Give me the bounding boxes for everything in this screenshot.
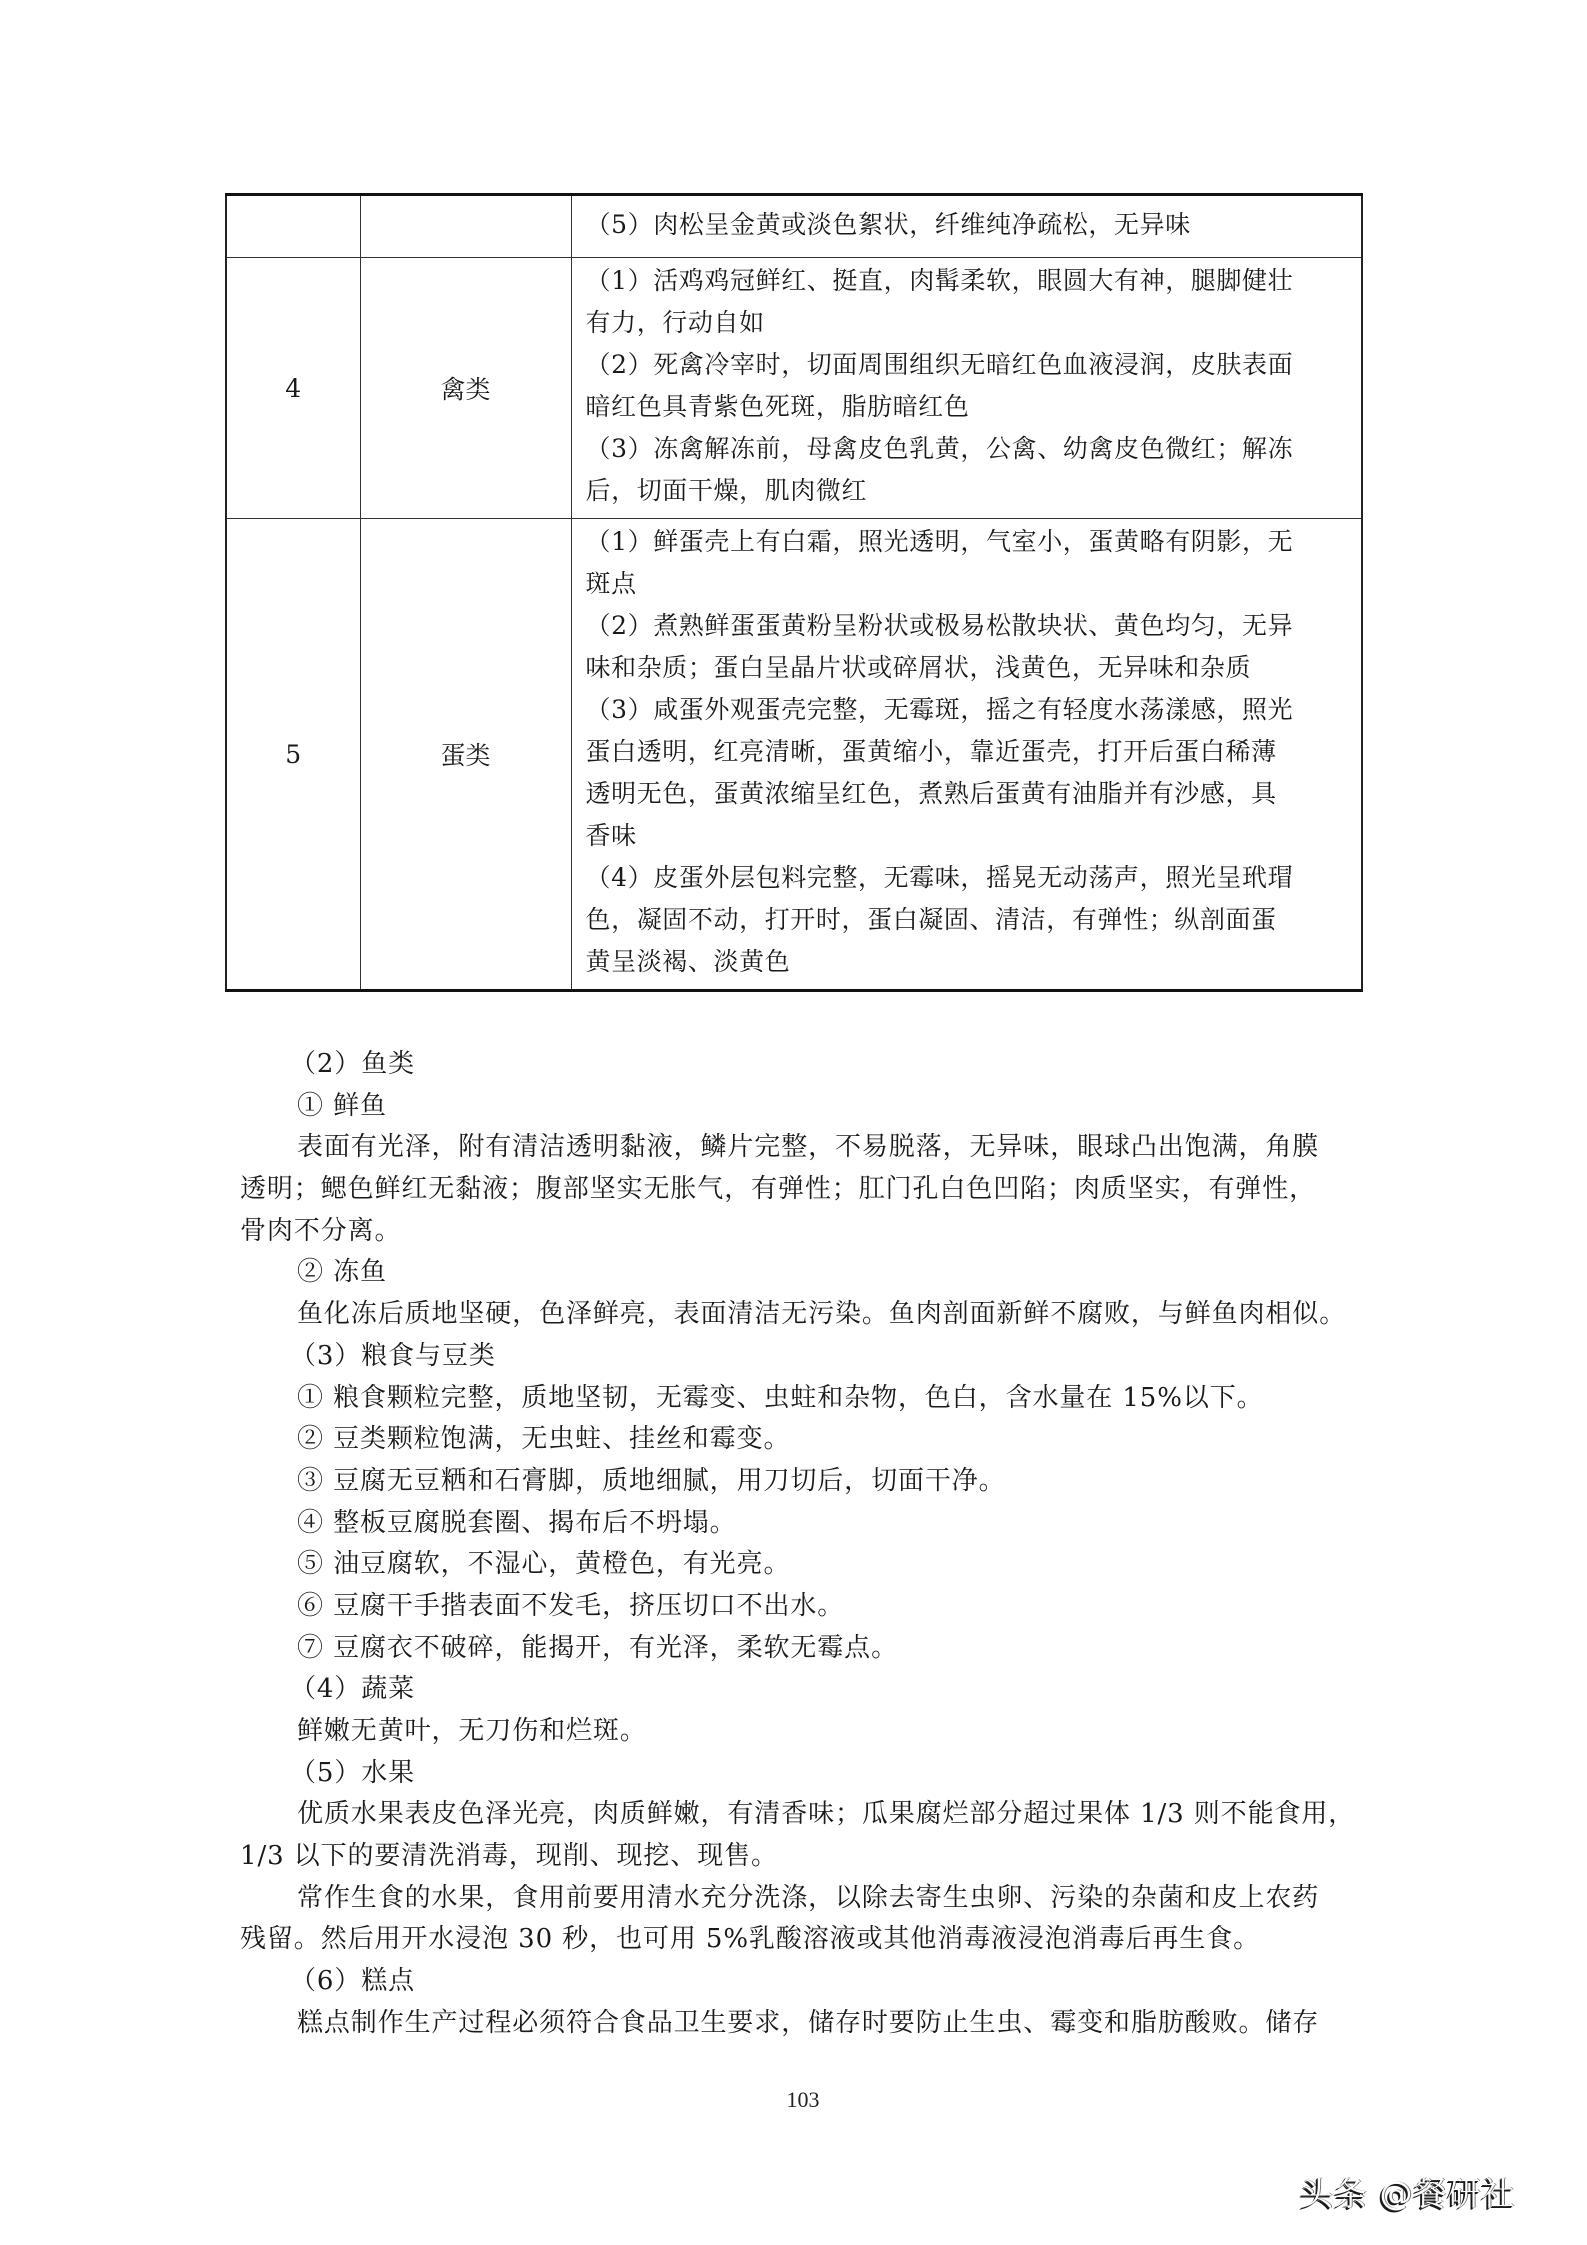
category-cell: 禽类 [360,258,571,519]
paragraph-line: ② 豆类颗粒饱满，无虫蛀、挂丝和霉变。 [297,1424,791,1455]
description-line: 暗红色具青紫色死斑，脂肪暗红色 [585,392,970,421]
description-line: 斑点 [585,569,637,598]
section-heading: （2）鱼类 [290,1049,416,1079]
paragraph-line: ① 粮食颗粒完整，质地坚韧，无霉变、虫蛀和杂物，色白，含水量在 15%以下。 [297,1382,1264,1413]
paragraph-line: ③ 豆腐无豆粞和石膏脚，质地细腻，用刀切后，切面干净。 [297,1465,1006,1496]
table-row [226,195,1362,258]
description-line: （1）活鸡鸡冠鲜红、挺直，肉髯柔软，眼圆大有神，腿脚健壮 [585,266,1294,295]
section-heading: （4）蔬菜 [290,1674,416,1705]
paragraph-line: 1/3 以下的要清洗消毒，现削、现挖、现售。 [240,1841,778,1872]
row-number-cell: 5 [226,519,360,991]
description-line: （2）煮熟鲜蛋蛋黄粉呈粉状或极易松散块状、黄色均匀，无异 [585,611,1294,640]
section-heading: （6）糕点 [290,1966,416,1997]
paragraph-line: ④ 整板豆腐脱套圈、揭布后不坍塌。 [297,1507,737,1538]
table-row [226,258,1362,519]
paragraph-line: 优质水果表皮色泽光亮，肉质鲜嫩，有清香味；瓜果腐烂部分超过果体 1/3 则不能食用， [297,1799,1356,1830]
description-line: 色，凝固不动，打开时，蛋白凝固、清洁，有弹性；纵剖面蛋 [585,905,1277,934]
paragraph-line: ⑦ 豆腐衣不破碎，能揭开，有光泽，柔软无霉点。 [297,1632,898,1663]
paragraph-line: 糕点制作生产过程必须符合食品卫生要求，储存时要防止生虫、霉变和脂肪酸败。储存 [297,2007,1320,2038]
page-number: 103 [786,2087,820,2112]
description-line: 味和杂质；蛋白呈晶片状或碎屑状，浅黄色，无异味和杂质 [585,653,1252,682]
description-line: （5）肉松呈金黄或淡色絮状，纤维纯净疏松，无异味 [585,209,1191,239]
description-line: 蛋白透明，红亮清晰，蛋黄缩小，靠近蛋壳，打开后蛋白稀薄 [585,737,1277,766]
description-line: （3）冻禽解冻前，母禽皮色乳黄，公禽、幼禽皮色微红；解冻 [585,434,1294,463]
paragraph-line: ① 鲜鱼 [297,1090,387,1121]
description-cell [571,195,1362,258]
table-row [226,519,1362,991]
description-line: （2）死禽冷宰时，切面周围组织无暗红色血液浸润，皮肤表面 [585,350,1294,379]
description-line: （1）鲜蛋壳上有白霜，照光透明，气室小，蛋黄略有阴影，无 [585,527,1294,556]
row-number-cell: 4 [226,258,360,519]
paragraph-line: 鱼化冻后质地坚硬，色泽鲜亮，表面清洁无污染。鱼肉剖面新鲜不腐败，与鲜鱼肉相似。 [297,1299,1347,1330]
paragraph-line: ⑤ 油豆腐软，不湿心，黄橙色，有光亮。 [297,1549,791,1580]
paragraph-line: 常作生食的水果，食用前要用清水充分洗涤，以除去寄生虫卵、污染的杂菌和皮上农药 [297,1882,1320,1913]
category-cell: 蛋类 [360,519,571,991]
paragraph-line: 骨肉不分离。 [240,1215,402,1246]
row-number-cell [226,195,360,258]
description-line: 后，切面干燥，肌肉微红 [585,476,868,505]
category-cell [360,195,571,258]
description-line: 香味 [585,821,637,850]
description-line: （3）咸蛋外观蛋壳完整，无霉斑，摇之有轻度水荡漾感，照光 [585,695,1294,724]
section-heading: （5）水果 [290,1757,416,1788]
watermark: 头条 @餐研社 [1300,2174,1516,2213]
description-line: 黄呈淡褐、淡黄色 [585,947,791,976]
paragraph-line: ② 冻鱼 [297,1257,387,1288]
description-line: 有力，行动自如 [585,308,765,337]
body-text [240,1044,1365,2045]
paragraph-line: ⑥ 豆腐干手揩表面不发毛，挤压切口不出水。 [297,1590,845,1621]
description-line: （4）皮蛋外层包料完整，无霉味，摇晃无动荡声，照光呈玳瑁 [585,863,1294,892]
description-line: 透明无色，蛋黄浓缩呈红色，煮熟后蛋黄有油脂并有沙感，具 [585,779,1277,808]
section-heading: （3）粮食与豆类 [290,1340,496,1371]
paragraph-line: 残留。然后用开水浸泡 30 秒，也可用 5%乳酸溶液或其他消毒液浸泡消毒后再生食。 [240,1924,1261,1955]
food-quality-table [225,193,1363,992]
description-cell [571,258,1362,519]
paragraph-line: 鲜嫩无黄叶，无刀伤和烂斑。 [297,1716,647,1746]
paragraph-line: 透明；鳃色鲜红无黏液；腹部坚实无胀气，有弹性；肛门孔白色凹陷；肉质坚实，有弹性， [240,1174,1317,1205]
description-cell [571,519,1362,991]
paragraph-line: 表面有光泽，附有清洁透明黏液，鳞片完整，不易脱落，无异味，眼球凸出饱满，角膜 [297,1132,1320,1163]
